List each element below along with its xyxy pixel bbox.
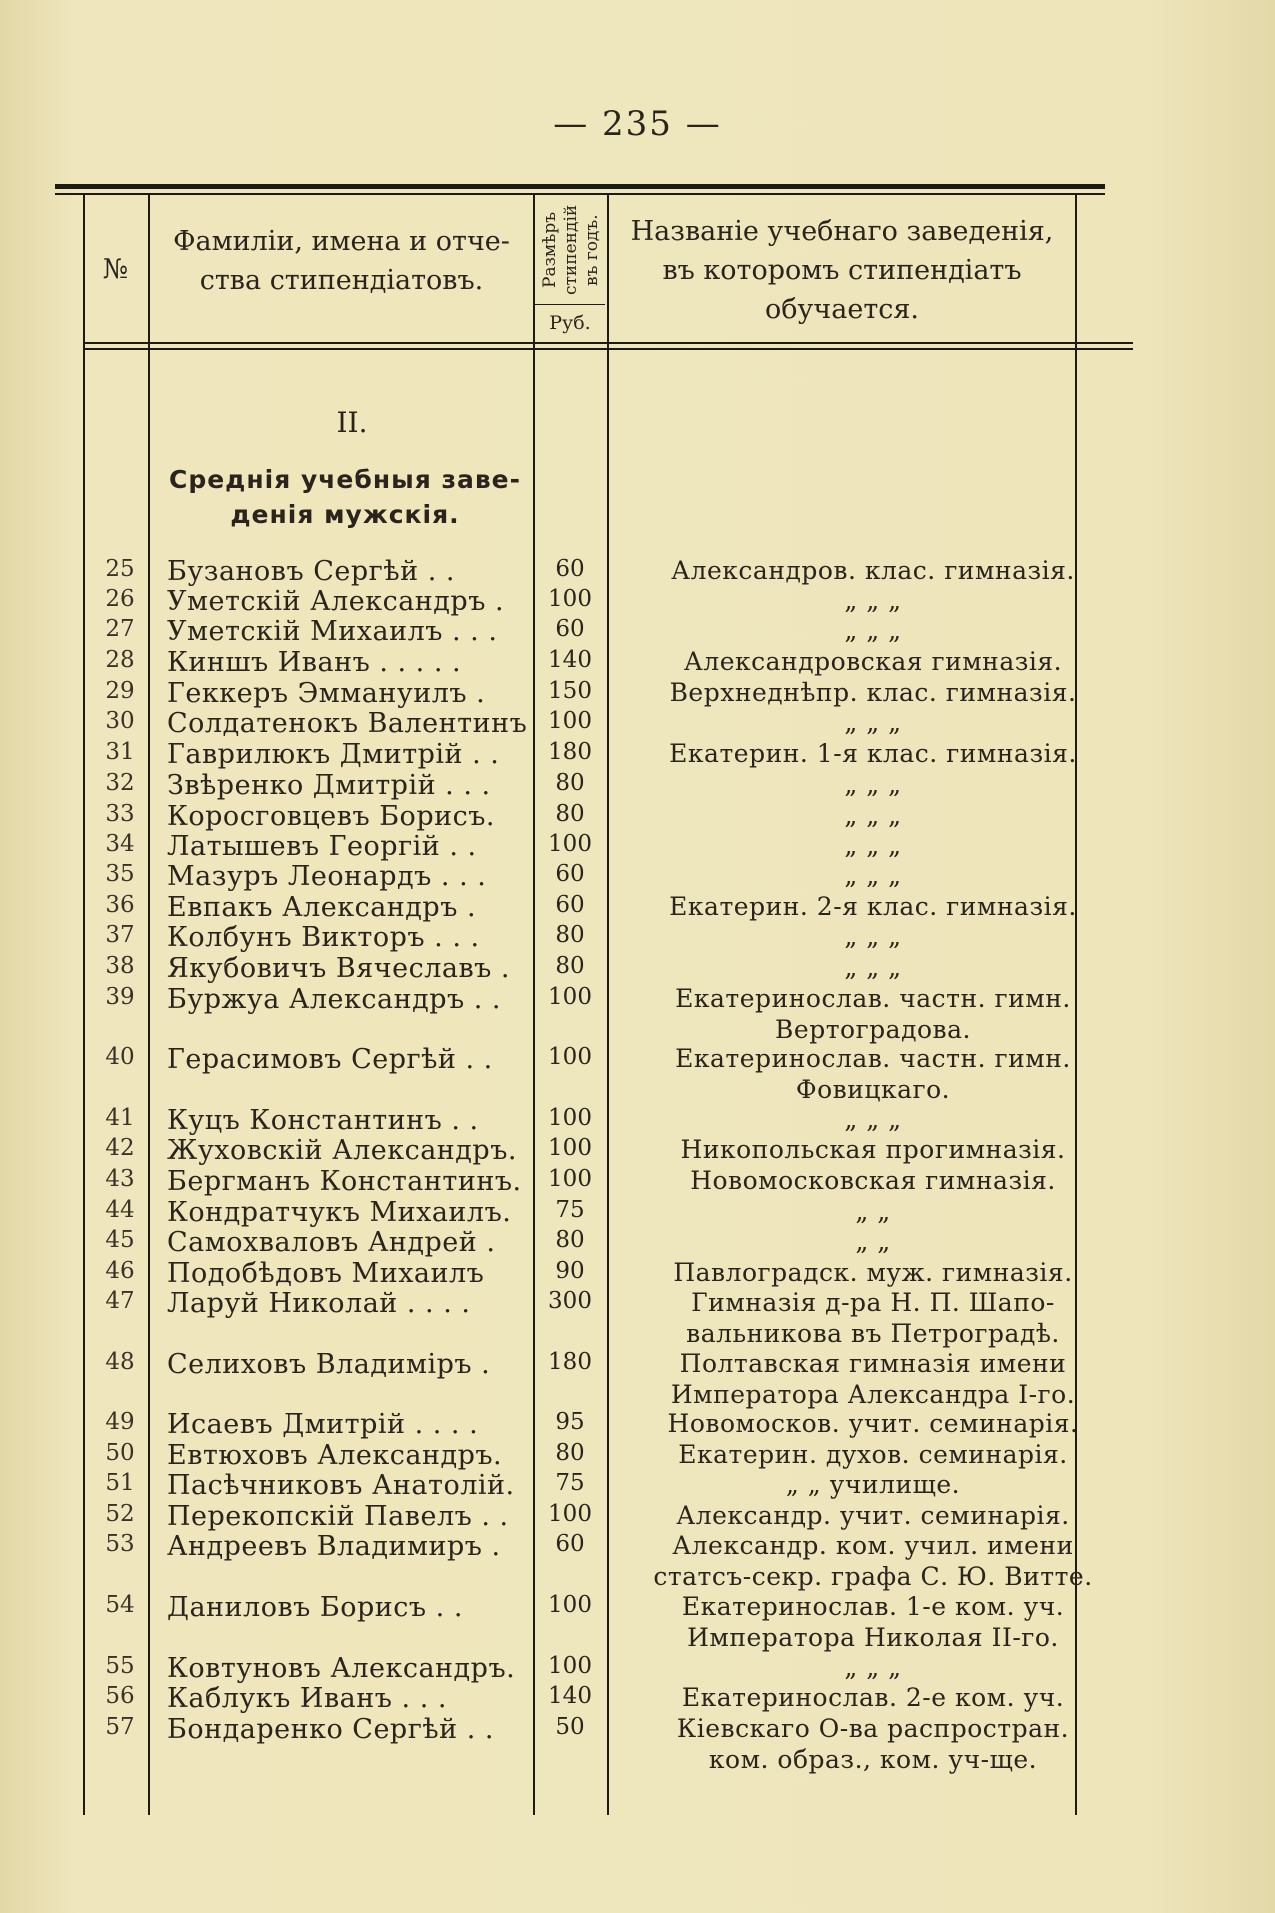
stipend-amount: 80 xyxy=(555,801,585,827)
student-name: Якубовичъ Вячеславъ . xyxy=(167,953,511,984)
stipend-amount: 60 xyxy=(555,861,585,887)
school-name: „ „ „ xyxy=(844,770,902,799)
table-row xyxy=(55,1409,1105,1440)
student-name: Коросговцевъ Борисъ. xyxy=(167,801,495,832)
table-row xyxy=(55,892,1105,923)
table-row xyxy=(55,831,1105,862)
school-name: „ „ „ xyxy=(844,953,902,982)
table-row xyxy=(55,801,1105,832)
student-name: Гаврилюкъ Дмитрiй . . xyxy=(167,739,500,770)
header-number: № xyxy=(102,254,129,285)
school-name: „ „ „ xyxy=(844,586,902,615)
header-name-line: Фамилiи, имена и отче- xyxy=(173,226,510,257)
row-number: 49 xyxy=(105,1409,135,1435)
table-row xyxy=(55,1653,1105,1684)
table-row xyxy=(55,1258,1105,1289)
scholarship-table xyxy=(55,184,1105,1814)
school-name: Екатеринослав. 2-е ком. уч. xyxy=(681,1683,1065,1712)
student-name: Бузановъ Сергѣй . . xyxy=(167,556,455,587)
student-name: Колбунъ Викторъ . . . xyxy=(167,922,480,953)
row-number: 25 xyxy=(105,556,135,582)
table-row xyxy=(55,1288,1105,1348)
school-name: Павлоградск. муж. гимназiя. xyxy=(673,1258,1073,1287)
row-number: 34 xyxy=(105,831,135,857)
header-bottom-rule-thin xyxy=(83,348,1133,350)
table-row xyxy=(55,586,1105,617)
stipend-amount: 60 xyxy=(555,556,585,582)
table-row xyxy=(55,616,1105,647)
student-name: Герасимовъ Сергѣй . . xyxy=(167,1044,493,1075)
stipend-amount: 75 xyxy=(555,1197,585,1223)
school-name: Гимназiя д-ра Н. П. Шапо- xyxy=(691,1288,1055,1317)
table-row xyxy=(55,678,1105,709)
table-row xyxy=(55,1105,1105,1136)
stipend-amount: 300 xyxy=(548,1288,592,1314)
student-name: Звѣренко Дмитрiй . . . xyxy=(167,770,491,801)
table-row xyxy=(55,922,1105,953)
table-row xyxy=(55,1044,1105,1104)
stipend-amount: 60 xyxy=(555,892,585,918)
school-name: Александров. клас. гимназiя. xyxy=(671,556,1075,585)
table-row xyxy=(55,1470,1105,1501)
student-name: Пасѣчниковъ Анатолiй. xyxy=(167,1470,515,1501)
header-bottom-rule xyxy=(83,342,1133,344)
header-school-line: въ которомъ стипендiатъ xyxy=(662,255,1022,286)
stipend-amount: 100 xyxy=(548,586,592,612)
row-number: 28 xyxy=(105,647,135,673)
stipend-amount: 60 xyxy=(555,1531,585,1557)
student-name: Евтюховъ Александръ. xyxy=(167,1440,503,1471)
table-row xyxy=(55,1592,1105,1652)
section-number: II. xyxy=(336,406,368,439)
table-row xyxy=(55,953,1105,984)
school-name: Полтавская гимназiя имени xyxy=(679,1349,1067,1378)
stipend-amount: 100 xyxy=(548,1501,592,1527)
student-name: Подобѣдовъ Михаилъ xyxy=(167,1258,485,1289)
stipend-amount: 80 xyxy=(555,953,585,979)
school-name: Александр. учит. семинарiя. xyxy=(676,1501,1070,1530)
stipend-amount: 80 xyxy=(555,1440,585,1466)
stipend-amount: 80 xyxy=(555,1227,585,1253)
section-title xyxy=(155,462,535,532)
student-name: Уметскiй Михаилъ . . . xyxy=(167,616,498,647)
row-number: 27 xyxy=(105,616,135,642)
row-number: 41 xyxy=(105,1105,135,1131)
school-name-continued: вальникова въ Петроградѣ. xyxy=(686,1319,1060,1348)
stipend-amount: 140 xyxy=(548,647,592,673)
header-amount-divider xyxy=(535,304,605,305)
table-row xyxy=(55,1683,1105,1714)
header-school xyxy=(609,212,1075,329)
stipend-amount: 100 xyxy=(548,1166,592,1192)
stipend-amount: 75 xyxy=(555,1470,585,1496)
stipend-amount: 50 xyxy=(555,1714,585,1740)
school-name: Екатерин. 2-я клас. гимназiя. xyxy=(669,892,1077,921)
row-number: 36 xyxy=(105,892,135,918)
stipend-amount: 100 xyxy=(548,1135,592,1161)
row-number: 30 xyxy=(105,708,135,734)
student-name: Геккеръ Эммануилъ . xyxy=(167,678,486,709)
stipend-amount: 100 xyxy=(548,1592,592,1618)
row-number: 50 xyxy=(105,1440,135,1466)
row-number: 45 xyxy=(105,1227,135,1253)
table-row xyxy=(55,1135,1105,1166)
school-name: Новомосковская гимназiя. xyxy=(690,1166,1056,1195)
student-name: Даниловъ Борисъ . . xyxy=(167,1592,463,1623)
row-number: 48 xyxy=(105,1349,135,1375)
header-amount-line: стипендiй xyxy=(561,204,581,296)
school-name: Кiевскаго О-ва распростран. xyxy=(676,1714,1070,1743)
row-number: 53 xyxy=(105,1531,135,1557)
school-name: Екатеринослав. 1-е ком. уч. xyxy=(681,1592,1065,1621)
school-name: „ „ „ xyxy=(844,1653,902,1682)
row-number: 47 xyxy=(105,1288,135,1314)
row-number: 43 xyxy=(105,1166,135,1192)
table-top-rule xyxy=(55,184,1105,189)
table-row xyxy=(55,1197,1105,1228)
row-number: 42 xyxy=(105,1135,135,1161)
stipend-amount: 150 xyxy=(548,678,592,704)
row-number: 54 xyxy=(105,1592,135,1618)
stipend-amount: 100 xyxy=(548,984,592,1010)
school-name-continued: ком. образ., ком. уч-ще. xyxy=(708,1745,1038,1774)
row-number: 29 xyxy=(105,678,135,704)
student-name: Жуховскiй Александръ. xyxy=(167,1135,517,1166)
stipend-amount: 80 xyxy=(555,922,585,948)
row-number: 35 xyxy=(105,861,135,887)
row-number: 38 xyxy=(105,953,135,979)
stipend-amount: 95 xyxy=(555,1409,585,1435)
stipend-amount: 100 xyxy=(548,1105,592,1131)
student-name: Ковтуновъ Александръ. xyxy=(167,1653,516,1684)
table-row xyxy=(55,984,1105,1044)
table-row xyxy=(55,1166,1105,1197)
table-row xyxy=(55,708,1105,739)
school-name: „ „ xyxy=(855,1227,891,1256)
row-number: 33 xyxy=(105,801,135,827)
school-name-continued: Вертоградова. xyxy=(775,1015,971,1044)
row-number: 37 xyxy=(105,922,135,948)
school-name: „ „ „ xyxy=(844,922,902,951)
stipend-amount: 180 xyxy=(548,739,592,765)
row-number: 52 xyxy=(105,1501,135,1527)
school-name: „ „ „ xyxy=(844,708,902,737)
table-row xyxy=(55,739,1105,770)
student-name: Ларуй Николай . . . . xyxy=(167,1288,471,1319)
header-school-line: обучается. xyxy=(765,294,919,325)
student-name: Бондаренко Сергѣй . . xyxy=(167,1714,494,1745)
stipend-amount: 100 xyxy=(548,708,592,734)
school-name: Александровская гимназiя. xyxy=(683,647,1063,676)
row-number: 51 xyxy=(105,1470,135,1496)
student-name: Уметскiй Александръ . xyxy=(167,586,505,617)
school-name: Никопольская прогимназiя. xyxy=(680,1135,1066,1164)
row-number: 26 xyxy=(105,586,135,612)
table-row xyxy=(55,556,1105,587)
school-name-continued: Фовицкаго. xyxy=(795,1075,951,1104)
stipend-amount: 140 xyxy=(548,1683,592,1709)
student-name: Мазуръ Леонардъ . . . xyxy=(167,861,487,892)
school-name: Екатерин. духов. семинарiя. xyxy=(678,1440,1068,1469)
school-name: Екатеринослав. частн. гимн. xyxy=(675,1044,1071,1073)
student-name: Латышевъ Георгiй . . xyxy=(167,831,477,862)
student-name: Самохваловъ Андрей . xyxy=(167,1227,496,1258)
school-name: „ „ „ xyxy=(844,831,902,860)
table-top-rule-thin xyxy=(55,193,1105,195)
row-number: 40 xyxy=(105,1044,135,1070)
student-name: Бергманъ Константинъ. xyxy=(167,1166,522,1197)
table-row xyxy=(55,770,1105,801)
stipend-amount: 100 xyxy=(548,1044,592,1070)
school-name-continued: Императора Николая II-го. xyxy=(687,1623,1059,1652)
section-title-line: Среднiя учебныя заве- xyxy=(168,465,522,494)
table-row xyxy=(55,1227,1105,1258)
table-row xyxy=(55,861,1105,892)
student-name: Исаевъ Дмитрiй . . . . xyxy=(167,1409,479,1440)
school-name: Екатерин. 1-я клас. гимназiя. xyxy=(669,739,1077,768)
section-title-line: денiя мужскiя. xyxy=(230,500,460,529)
stipend-amount: 90 xyxy=(555,1258,585,1284)
student-name: Евпакъ Александръ . xyxy=(167,892,477,923)
stipend-amount: 180 xyxy=(548,1349,592,1375)
school-name: „ „ училище. xyxy=(785,1470,961,1499)
row-number: 31 xyxy=(105,739,135,765)
header-name-line: ства стипендiатовъ. xyxy=(199,265,484,296)
school-name: Новомосков. учит. семинарiя. xyxy=(667,1409,1079,1438)
row-number: 44 xyxy=(105,1197,135,1223)
school-name: Александр. ком. учил. имени xyxy=(672,1531,1074,1560)
header-amount-line: въ годъ. xyxy=(582,214,602,286)
stipend-amount: 100 xyxy=(548,831,592,857)
student-name: Селиховъ Владимiръ . xyxy=(167,1349,491,1380)
table-row xyxy=(55,1501,1105,1532)
student-name: Кондратчукъ Михаилъ. xyxy=(167,1197,512,1228)
school-name: „ „ „ xyxy=(844,616,902,645)
school-name: „ „ „ xyxy=(844,861,902,890)
header-amount-line: Размѣръ xyxy=(540,211,560,289)
student-name: Перекопскiй Павелъ . . xyxy=(167,1501,509,1532)
stipend-amount: 60 xyxy=(555,616,585,642)
row-number: 32 xyxy=(105,770,135,796)
table-row xyxy=(55,1714,1105,1774)
school-name-continued: статсъ-секр. графа С. Ю. Витте. xyxy=(653,1562,1093,1591)
row-number: 39 xyxy=(105,984,135,1010)
row-number: 57 xyxy=(105,1714,135,1740)
student-name: Андреевъ Владимиръ . xyxy=(167,1531,501,1562)
school-name: „ „ „ xyxy=(844,1105,902,1134)
school-name: „ „ „ xyxy=(844,801,902,830)
student-name: Каблукъ Иванъ . . . xyxy=(167,1683,447,1714)
stipend-amount: 100 xyxy=(548,1653,592,1679)
table-row xyxy=(55,1531,1105,1591)
table-row xyxy=(55,647,1105,678)
row-number: 56 xyxy=(105,1683,135,1709)
school-name: „ „ xyxy=(855,1197,891,1226)
school-name-continued: Императора Александра I-го. xyxy=(670,1380,1076,1409)
student-name: Киншъ Иванъ . . . . . xyxy=(167,647,462,678)
student-name: Солдатенокъ Валентинъ xyxy=(167,708,527,739)
table-row xyxy=(55,1349,1105,1409)
header-school-line: Названiе учебнаго заведенiя, xyxy=(630,216,1054,247)
header-amount-unit: Руб. xyxy=(549,312,591,334)
row-number: 55 xyxy=(105,1653,135,1679)
table-row xyxy=(55,1440,1105,1471)
student-name: Куцъ Константинъ . . xyxy=(167,1105,479,1136)
page-number: — 235 — xyxy=(553,104,722,144)
student-name: Буржуа Александръ . . xyxy=(167,984,501,1015)
row-number: 46 xyxy=(105,1258,135,1284)
header-name xyxy=(150,222,533,300)
school-name: Екатеринослав. частн. гимн. xyxy=(675,984,1071,1013)
school-name: Верхнеднѣпр. клас. гимназiя. xyxy=(669,678,1077,707)
stipend-amount: 80 xyxy=(555,770,585,796)
